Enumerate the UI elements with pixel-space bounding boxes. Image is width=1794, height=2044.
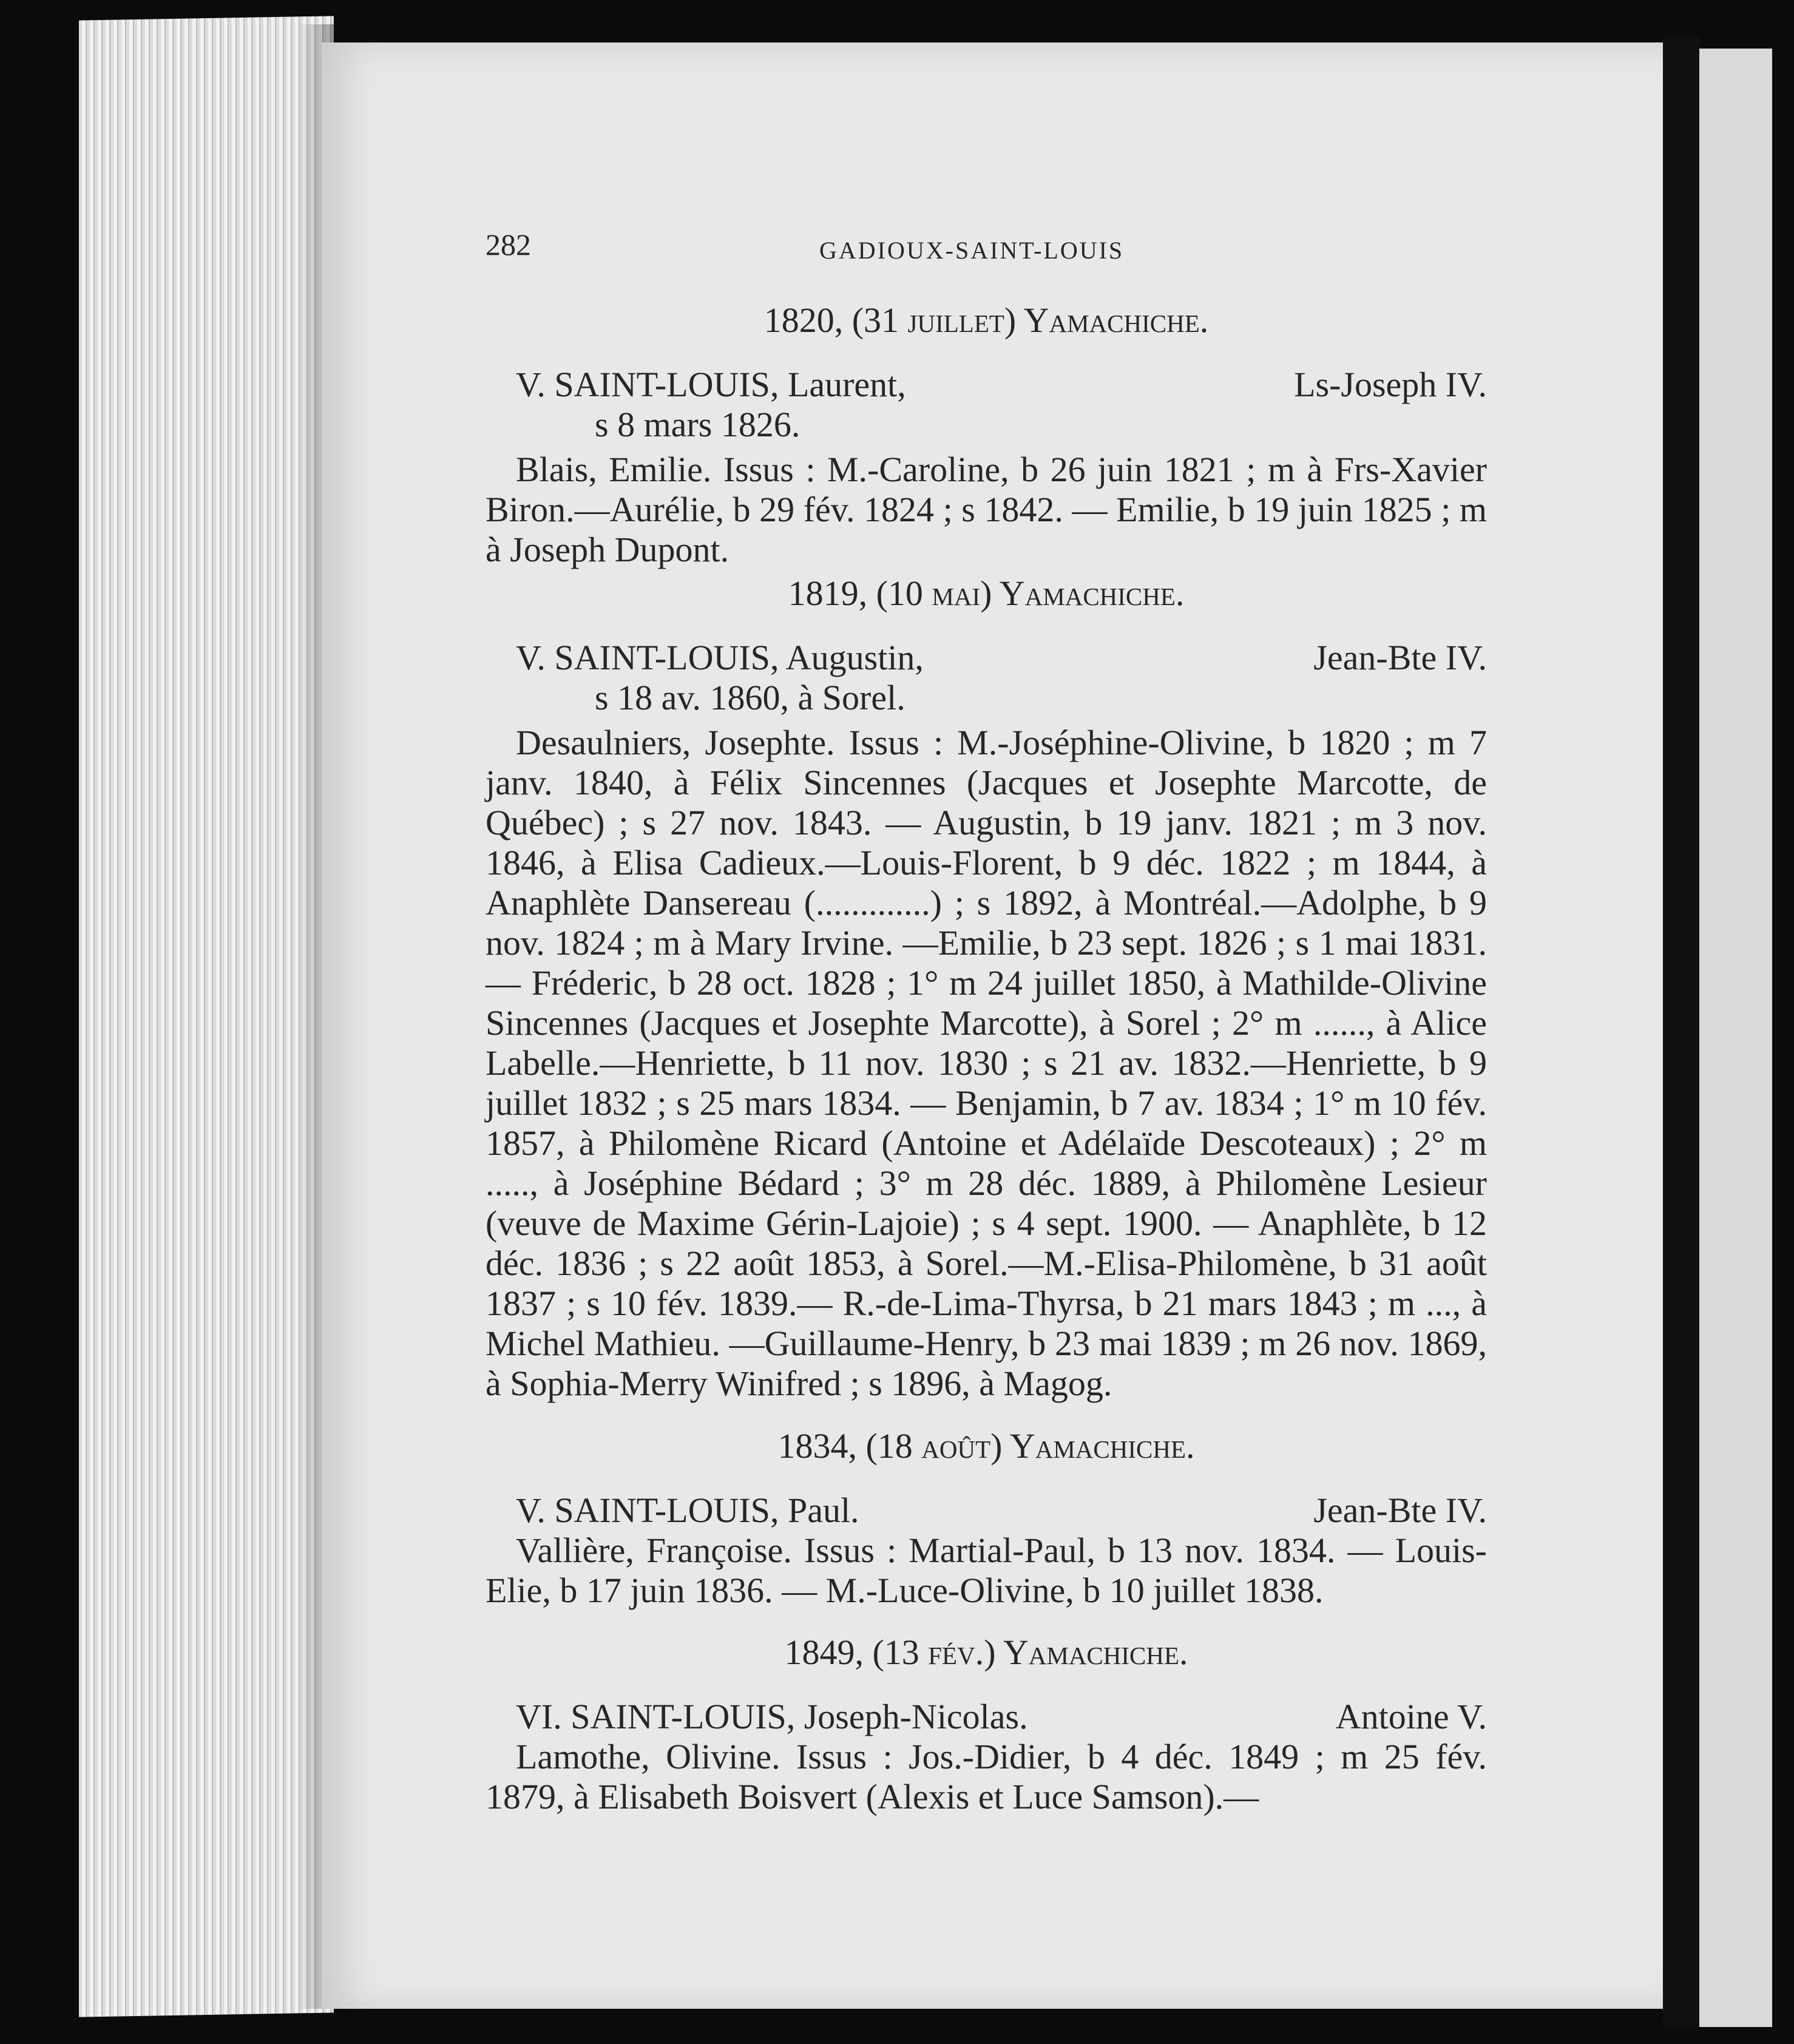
entry-augustin [486,574,1487,1404]
entry-heading [486,1491,1487,1531]
running-title: GADIOUX-SAINT-LOUIS [819,237,1125,264]
marriage-line: 1820, (31 juillet) Yamachiche. [763,300,1209,340]
marriage-line: 1819, (10 mai) Yamachiche. [788,574,1185,613]
marriage-line: 1834, (18 août) Yamachiche. [777,1426,1195,1466]
book-page-edges [79,16,334,2017]
burial-line: s 8 mars 1826. [595,405,801,444]
adjacent-page [1699,49,1772,2027]
entry-body: Lamothe, Olivine. Issus : Jos.-Didier, b 4 déc. 1849 ; m 25 fév. 1879, à Elisabeth Boisvert (Alexis et Luce Samson).— [486,1737,1487,1816]
entry-name: V. SAINT-LOUIS, Laurent, [516,365,906,404]
entry-body: Vallière, Françoise. Issus : Martial-Paul, b 13 nov. 1834. — Louis-Elie, b 17 juin 1836. — M.-Luce-Olivine, b 10 juillet 1838. [486,1531,1487,1610]
page-border [1663,36,1699,2027]
burial-line: s 18 av. 1860, à Sorel. [595,678,905,717]
entry-parent: Jean-Bte IV. [1313,638,1487,677]
entry-name: V. SAINT-LOUIS, Augustin, [516,638,924,677]
running-head [486,225,1487,273]
entry-laurent [486,300,1487,570]
entry-name: VI. SAINT-LOUIS, Joseph-Nicolas. [516,1697,1028,1736]
entry-body: Blais, Emilie. Issus : M.-Caroline, b 26 juin 1821 ; m à Frs-Xavier Biron.—Aurélie, b 29 fév. 1824 ; s 1842. — Emilie, b 19 juin 1825 ; m à Joseph Dupont. [486,450,1487,569]
page-number: 282 [486,228,531,262]
entry-name: V. SAINT-LOUIS, Paul. [516,1491,859,1530]
entry-joseph-nicolas [486,1633,1487,1817]
entry-body: Desaulniers, Josephte. Issus : M.-Joséphine-Olivine, b 1820 ; m 7 janv. 1840, à Félix Sincennes (Jacques et Josephte Marcotte, de Québec) ; s 27 nov. 1843. — Augustin, b 19 janv. 1821 ; m 3 nov. 1846, à Elisa Cadieux.—Louis-Florent, b 9 déc. 1822 ; m 1844, à Anaphlète Dansereau (.............) ; s 1892, à Montréal.—Adolphe, b 9 nov. 1824 ; m à Mary Irvine. —Emilie, b 23 sept. 1826 ; s 1 mai 1831. — Fréderic, b 28 oct. 1828 ; 1° m 24 juillet 1850, à Mathilde-Olivine Sincennes (Jacques et Josephte Marcotte), à Sorel ; 2° m ......, à Alice Labelle.—Henriette, b 11 nov. 1830 ; s 21 av. 1832.—Henriette, b 9 juillet 1832 ; s 25 mars 1834. — Benjamin, b 7 av. 1834 ; 1° m 10 fév. 1857, à Philomène Ricard (Antoine et Adélaïde Descoteaux) ; 2° m ....., à Joséphine Bédard ; 3° m 28 déc. 1889, à Philomène Lesieur (veuve de Maxime Gérin-Lajoie) ; s 4 sept. 1900. — Anaphlète, b 12 déc. 1836 ; s 22 août 1853, à Sorel.—M.-Elisa-Philomène, b 31 août 1837 ; s 10 fév. 1839.— R.-de-Lima-Thyrsa, b 21 mars 1843 ; m ..., à Michel Mathieu. —Guillaume-Henry, b 23 mai 1839 ; m 26 nov. 1869, à Sophia-Merry Winifred ; s 1896, à Magog. [486,723,1487,1403]
entry-heading [486,638,1487,678]
entry-heading [486,1697,1487,1737]
entry-heading [486,365,1487,405]
marriage-line: 1849, (13 fév.) Yamachiche. [784,1633,1188,1672]
entry-parent: Ls-Joseph IV. [1294,365,1487,404]
entry-parent: Jean-Bte IV. [1313,1491,1487,1530]
entry-paul [486,1426,1487,1611]
entry-parent: Antoine V. [1335,1697,1487,1736]
